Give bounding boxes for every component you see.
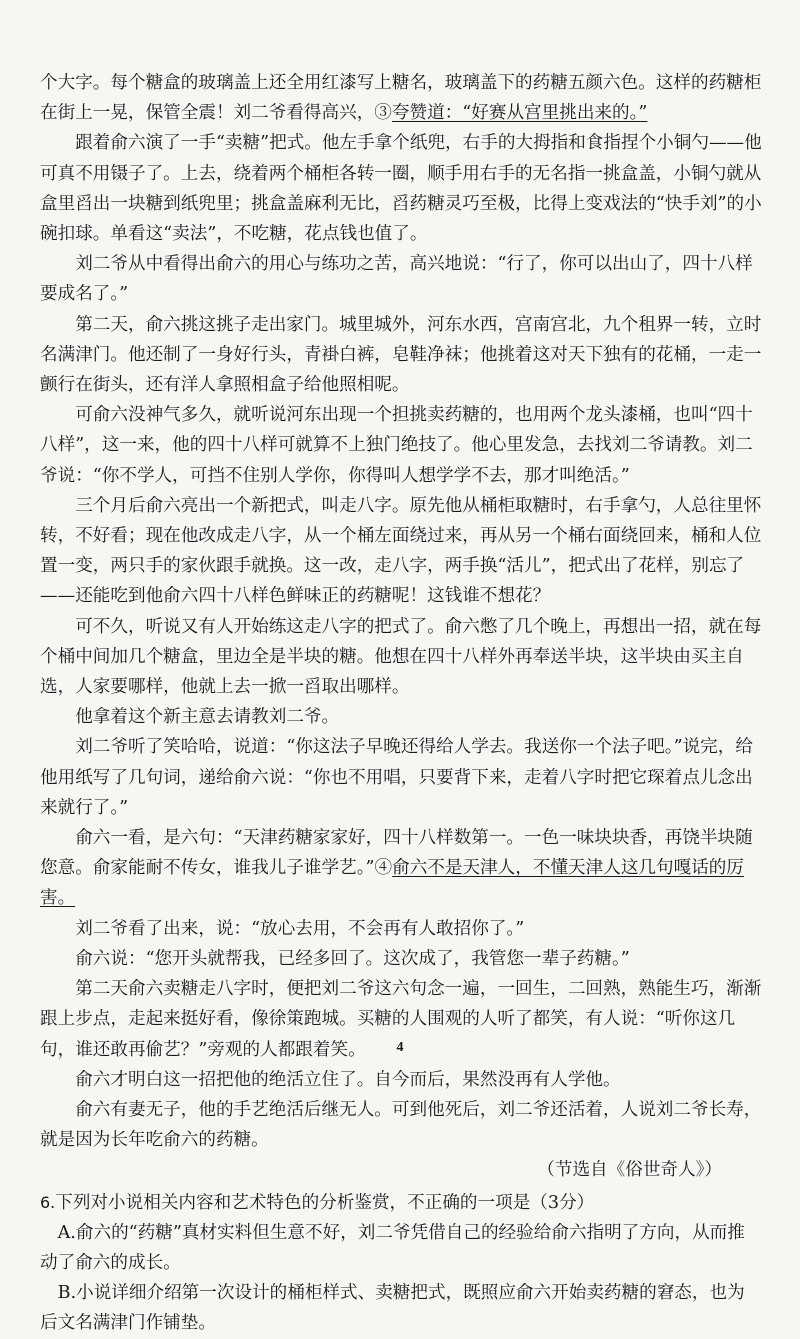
question-stem: 6.下列对小说相关内容和艺术特色的分析鉴赏，不正确的一项是（3分） [40,1192,595,1213]
paragraph-12: 俞六说：“您开头就帮我，已经多回了。这次成了，我管您一辈子药糖。” [75,948,630,969]
paragraph-13: 第二天俞六卖糖走八字时，便把刘二爷这六句念一遍，一回生，二回熟，熟能生巧，渐渐跟上步点，走起来挺好看，像徐策跑城。买糖的人围观的人听了都笑，有人说：“听你这几句，谁还敢再偷艺？”旁观的人都跟着笑。 [40,979,762,1060]
paragraph-10: 俞六一看，是六句：“天津药糖家家好，四十八样数第一。一色一味块块香，再饶半块随您意。俞家能耐不传女，谁我儿子谁学艺。”④俞六不是天津人，不懂天津人这几句嘎话的厉害。 [40,828,753,909]
paragraph-11: 刘二爷看了出来，说：“放心去用，不会再有人敢招你了。” [75,918,525,939]
paragraph-4: 第二天，俞六挑这挑子走出家门。城里城外，河东水西，宫南宫北，九个租界一转，立时名满津门。他还制了一身好行头，青褂白裤，皂鞋净袜；他挑着这对天下独有的花桶，一走一颤行在街头，还有洋人拿照相盒子给他照相呢。 [40,314,762,396]
paragraph-9: 刘二爷听了笑哈哈，说道：“你这法子早晚还得给人学去。我送你一个法子吧。”说完，给他用纸写了几句词，递给俞六说：“你也不用唱，只要背下来，走着八字时把它琛着点儿念出来就行了。” [40,737,753,818]
paragraph-2: 跟着俞六演了一手“卖糖”把式。他左手拿个纸兜，右手的大拇指和食指捏个小铜勺——他可真不用镊子了。上去，绕着两个桶柜各转一圈，顺手用右手的无名指一挑盒盖，小铜勺就从盒里舀出一块糖到纸兜里；挑盒盖麻利无比，舀药糖灵巧至极，比得上变戏法的“快手刘”的小碗扣球。单看这“卖法”，不吃糖，花点钱也值了。 [40,133,762,245]
paragraph-14: 俞六才明白这一招把他的绝活立住了。自今而后，果然没再有人学他。 [75,1069,621,1090]
question-number: 6. [40,1192,56,1212]
page-number: 4 [396,1040,404,1055]
paragraph-15: 俞六有妻无子，他的手艺绝活后继无人。可到他死后，刘二爷还活着，人说刘二爷长寿，就是因为长年吃俞六的药糖。 [40,1099,762,1151]
paragraph-1: 个大字。每个糖盒的玻璃盖上还全用红漆写上糖名，玻璃盖下的药糖五颜六色。这样的药糖柜在街上一晃，保管全震！刘二爷看得高兴，③夸赞道：“好赛从宫里挑出来的。” [40,73,762,124]
paragraph-5: 可俞六没神气多久，就听说河东出现一个担挑卖药糖的，也用两个龙头漆桶，也叫“四十八样”，这一来，他的四十八样可就算不上独门绝技了。他心里发急，去找刘二爷请教。刘二爷说：“你不学人，可挡不住别人学你，你得叫人想学学不去，那才叫绝活。” [40,405,753,486]
underlined-sentence-4: 俞六不是天津人，不懂天津人这几句嘎话的厉害。 [40,858,744,909]
source-note: （节选自《俗世奇人》） [537,1160,722,1181]
option-b: B.小说详细介绍第一次设计的桶柜样式、卖糖把式，既照应俞六开始卖药糖的窘态，也为后文名满津门作铺垫。 [40,1283,745,1334]
question-6 [40,1188,762,1339]
paragraph-8: 他拿着这个新主意去请教刘二爷。 [75,707,340,728]
article-body [40,68,762,1339]
paragraph-6: 三个月后俞六亮出一个新把式，叫走八字。原先他从桶柜取糖时，右手拿勺，人总往里怀转，不好看；现在他改成走八字，从一个桶左面绕过来，再从另一个桶右面绕回来，桶和人位置一变，两只手的家伙跟手就换。这一改，走八字，两手换“活儿”，把式出了花样，别忘了——还能吃到他俞六四十八样色鲜味正的药糖呢！这钱谁不想花？ [40,495,762,607]
annotation-marker-3: ③ [374,103,392,124]
paragraph-3: 刘二爷从中看得出俞六的用心与练功之苦，高兴地说：“行了，你可以出山了，四十八样要成名了。” [40,254,753,305]
option-a: A.俞六的“药糖”真材实料但生意不好，刘二爷凭借自己的经验给俞六指明了方向，从而推动了俞六的成长。 [40,1222,745,1273]
underlined-sentence-3: 夸赞道：“好赛从宫里挑出来的。” [391,103,648,124]
paragraph-7: 可不久，听说又有人开始练这走八字的把式了。俞六憋了几个晚上，再想出一招，就在每个桶中间加几个糖盒，里边全是半块的糖。他想在四十八样外再奉送半块，这半块由买主自选，人家要哪样，他就上去一掀一舀取出哪样。 [40,616,762,698]
annotation-marker-4: ④ [374,858,393,879]
